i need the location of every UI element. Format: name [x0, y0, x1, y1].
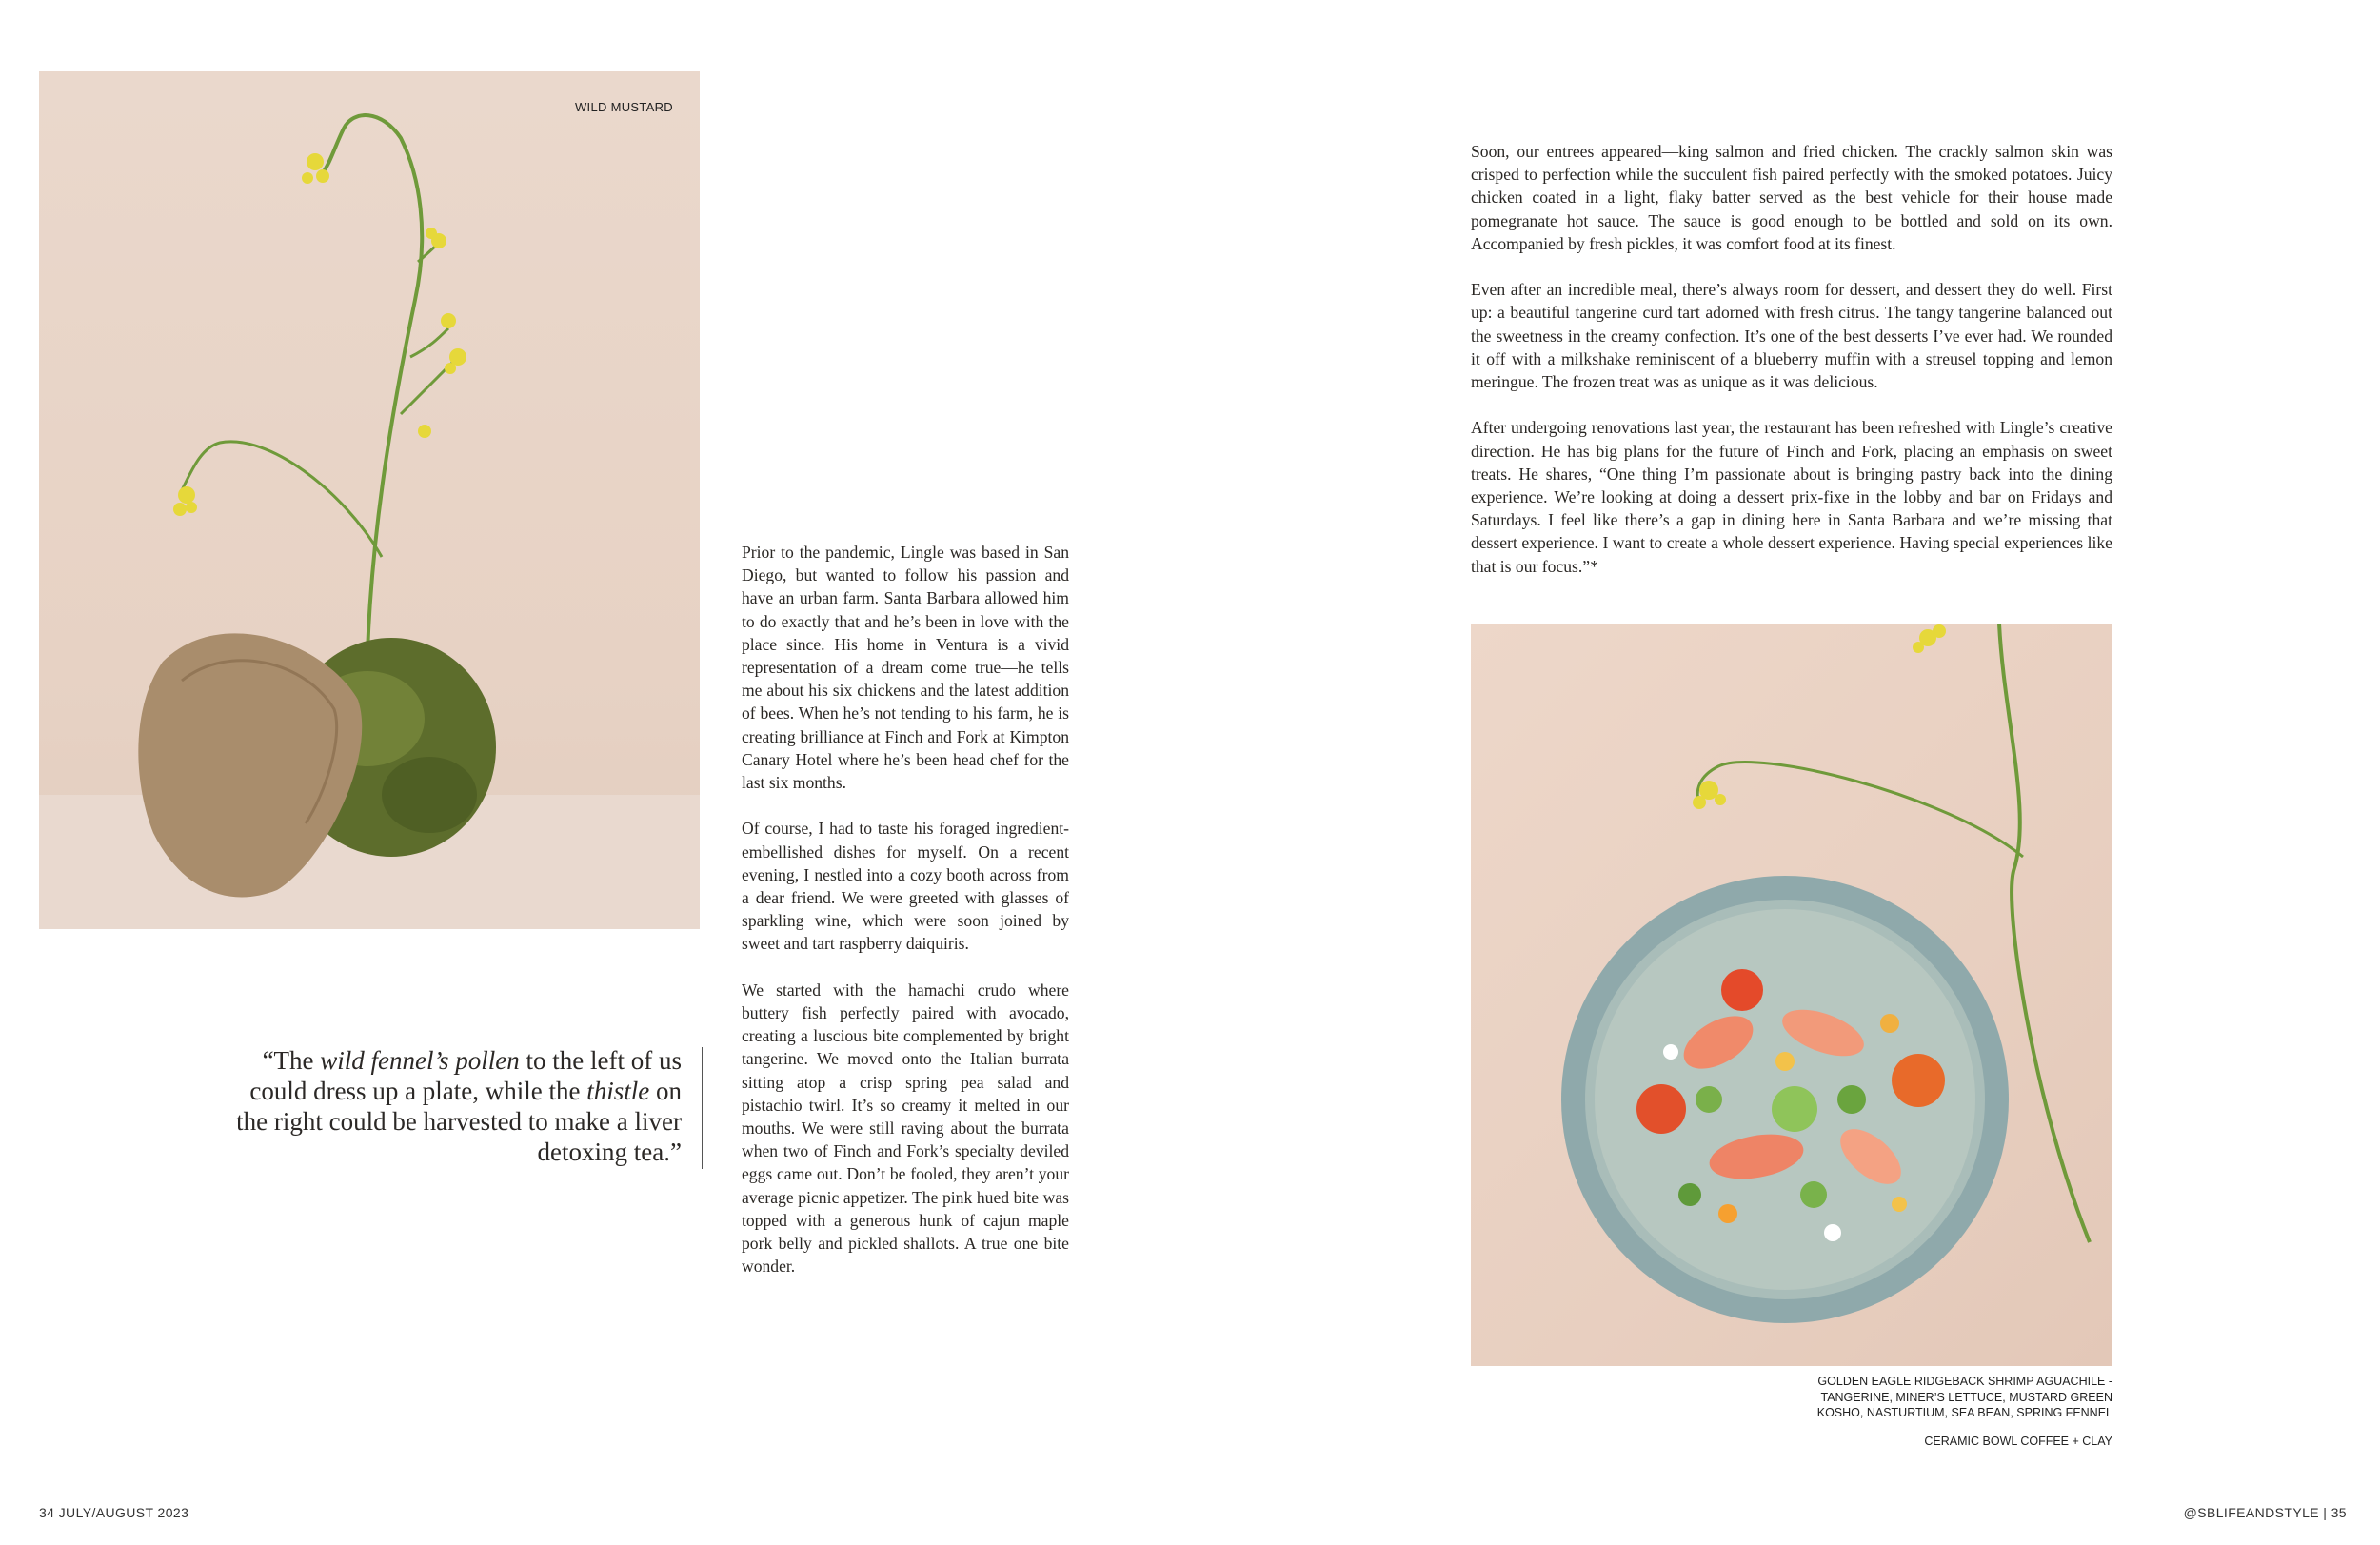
pull-quote-emphasis: thistle [586, 1077, 650, 1105]
page-folio-right: @SBLIFEANDSTYLE | 35 [2183, 1505, 2347, 1520]
article-column-right [1471, 140, 2112, 601]
photo-caption: GOLDEN EAGLE RIDGEBACK SHRIMP AGUACHILE - TANGERINE, MINER’S LETTUCE, MUSTARD GREEN KOSHO, NASTURTIUM, SEA BEAN, SPRING FENNEL [1816, 1375, 2112, 1419]
paragraph: Of course, I had to taste his foraged ingredient-embellished dishes for myself. On a recent evening, I nestled into a cozy booth across from a dear friend. We were greeted with glasses of sparkling wine, which were soon joined by sweet and tart raspberry daiquiris. [742, 819, 1069, 954]
paragraph: Prior to the pandemic, Lingle was based in San Diego, but wanted to follow his passion and have an urban farm. Santa Barbara allowed him to do exactly that and he’s been in love with the place since. His home in Ventura is a vivid representation of a dream come true—he tells me about his six chickens and the latest addition of bees. When he’s not tending to his farm, he is creating brilliance at Finch and Fork at Kimpton Canary Hotel where he’s been head chef for the last six months. [742, 543, 1069, 793]
wild-mustard-photo [39, 71, 700, 929]
pull-quote-rule [702, 1047, 703, 1169]
pull-quote-emphasis: wild fennel’s pollen [320, 1046, 520, 1075]
article-column-left [742, 541, 1069, 1301]
paragraph: Even after an incredible meal, there’s always room for dessert, and dessert they do well. First up: a beautiful tangerine curd tart adorned with fresh citrus. The tangy tangerine balanced out the sweetness in the creamy confection. It’s one of the best desserts I’ve ever had. We rounded it off with a milkshake reminiscent of a blueberry muffin with a streusel topping and lemon meringue. The frozen treat was as unique as it was delicious. [1471, 280, 2112, 392]
shrimp-aguachile-photo [1471, 624, 2112, 1366]
photo-credit: CERAMIC BOWL COFFEE + CLAY [1924, 1435, 2112, 1448]
paragraph: After undergoing renovations last year, the restaurant has been refreshed with Lingle’s creative direction. He has big plans for the future of Finch and Fork, placing an emphasis on sweet treats. He shares, “One thing I’m passionate about is bringing pastry back into the dining experience. We’re looking at doing a dessert prix-fixe in the lobby and bar on Fridays and Saturdays. I feel like there’s a gap in dining here in Santa Barbara and we’re missing that dessert experience. I want to create a whole dessert experience. Having special experiences like that is our focus.”* [1471, 418, 2112, 576]
paragraph: We started with the hamachi crudo where buttery fish perfectly paired with avocado, creating a luscious bite complemented by bright tangerine. We moved onto the Italian burrata sitting atop a crisp spring pea salad and pistachio twirl. It’s so creamy it melted in our mouths. We were still raving about the burrata when two of Finch and Fork’s specialty deviled eggs came out. Don’t be fooled, they aren’t your average picnic appetizer. The pink hued bite was topped with a generous hunk of cajun maple pork belly and pickled shallots. A true one bite wonder. [742, 980, 1069, 1277]
pull-quote: “The wild fennel’s pollen to the left of us could dress up a plate, while the thistle on the right could be harvested to make a liver detoxing tea.” [236, 1046, 682, 1166]
paragraph: Soon, our entrees appeared—king salmon and fried chicken. The crackly salmon skin was crisped to perfection while the succulent fish paired perfectly with the smoked potatoes. Juicy chicken coated in a light, flaky batter served as the best vehicle for their house made pomegranate hot sauce. The sauce is good enough to be bottled and sold on its own. Accompanied by fresh pickles, it was comfort food at its finest. [1471, 142, 2112, 253]
page-folio-left: 34 JULY/AUGUST 2023 [39, 1505, 189, 1520]
photo-label: WILD MUSTARD [574, 100, 673, 114]
